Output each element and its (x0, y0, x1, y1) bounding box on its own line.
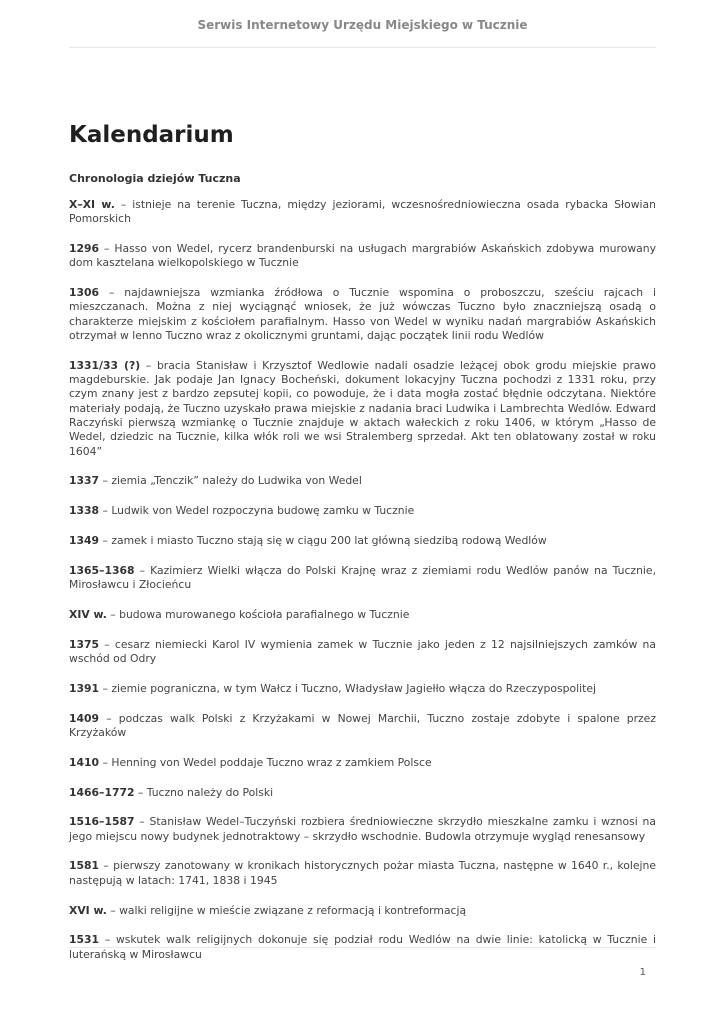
chronology-entry (69, 608, 656, 622)
entry-text: – budowa murowanego kościoła parafialnego w Tucznie (106, 607, 410, 621)
entry-date: 1296 (69, 242, 100, 256)
entry-text: – cesarz niemiecki Karol IV wymienia zamek w Tucznie jako jeden z 12 najsilniejszych zamków na wschód od Odry (69, 637, 656, 666)
chronology-entry (69, 286, 656, 343)
entry-date: 1531 (69, 933, 100, 947)
entry-text: – podczas walk Polski z Krzyżakami w Nowej Marchii, Tuczno zostaje zdobyte i spalone przez Krzyżaków (69, 711, 656, 739)
entry-text: – wskutek walk religijnych dokonuje się podział rodu Wedlów na dwie linie: katolicką w Tucznie i luterańską w Mirosławcu (69, 933, 656, 961)
entry-date: 1338 (69, 504, 100, 518)
entry-date: 1306 (69, 286, 100, 300)
chronology-entry (69, 198, 656, 227)
entry-text: – walki religijne w mieście związane z reformacją i kontreformacją (106, 903, 467, 917)
entry-text: – pierwszy zanotowany w kronikach historycznych pożar miasta Tuczna, następne w 1640 r., kolejne następują w latach: 1741, 1838 i 1945 (69, 859, 656, 887)
entry-date: 1581 (69, 859, 100, 873)
page-title: Kalendarium (69, 122, 234, 148)
chronology-entry (69, 859, 656, 888)
entry-text: – Ludwik von Wedel rozpoczyna budowę zamku w Tucznie (99, 504, 415, 518)
entry-text: – Stanisław Wedel–Tuczyński rozbiera średniowieczne skrzydło mieszkalne zamku i wznosi na jego miejscu nowy budynek jednotraktowy – skrzydło wschodnie. Budowla otrzymuje wygląd renesansowy (69, 815, 656, 843)
entry-text: – Henning von Wedel poddaje Tuczno wraz z zamkiem Polsce (99, 755, 432, 769)
entry-date: 1516–1587 (69, 815, 135, 829)
chronology-entry (69, 534, 656, 548)
entry-date: X–XI w. (69, 198, 115, 211)
entry-date: XVI w. (69, 903, 107, 917)
chronology-entry (69, 638, 656, 667)
entry-text: – ziemia „Tenczik” należy do Ludwika von Wedel (99, 474, 362, 488)
chronology-entry (69, 242, 656, 271)
chronology-entry (69, 904, 656, 918)
entry-text: – ziemie pograniczna, w tym Wałcz i Tuczno, Władysław Jagiełło włącza do Rzeczypospolitej (99, 681, 596, 695)
chronology-entry (69, 682, 656, 696)
page-header (69, 0, 656, 48)
chronology-entry (69, 815, 656, 844)
entry-date: 1331/33 (?) (69, 358, 141, 372)
entry-date: 1391 (69, 681, 100, 695)
chronology-entry (69, 359, 656, 459)
site-title: Serwis Internetowy Urzędu Miejskiego w Tucznie (197, 18, 528, 32)
entry-text: – Hasso von Wedel, rycerz brandenburski na usługach margrabiów Askańskich zdobywa murowany dom kasztelana wielkopolskiego w Tucznie (69, 242, 656, 270)
entry-date: 1409 (69, 711, 100, 725)
entry-text: – zamek i miasto Tuczno stają się w ciągu 200 lat główną siedzibą rodową Wedlów (99, 534, 547, 548)
entry-text: – bracia Stanisław i Krzysztof Wedlowie nadali osadzie leżącej obok grodu miejskie prawo magdeburskie. Jak podaje Jan Ignacy Bocheński, dokument lokacyjny Tuczna pochodzi z 1331 roku, przy czym znany jest z bardzo zepsutej kopii, co powoduje, że i data mogła zostać błędnie odczytana. Niektóre materiały podają, że Tuczno uzyskało prawa miejskie z nadania braci Ludwika i Lambrechta Wedlów. Edward Raczyński pierwszą wzmiankę o Tucznie znajduje w aktach wałeckich z roku 1406, w którym „Hasso de Wedel, dziedzic na Tucznie, kilka włók roli we wsi Stralemberg sprzedał. Akt ten oblatowany został w roku 1604” (69, 358, 656, 458)
chronology-entry (69, 564, 656, 593)
page-number: 1 (639, 967, 646, 978)
chronology-list (69, 198, 656, 962)
chronology-entry (69, 504, 656, 518)
entry-text: – Tuczno należy do Polski (134, 785, 274, 799)
entry-date: 1337 (69, 474, 100, 488)
footer-divider (69, 947, 656, 948)
entry-date: 1349 (69, 534, 100, 548)
chronology-entry (69, 712, 656, 741)
entry-text: – najdawniejsza wzmianka źródłowa o Tucznie wspomina o proboszczu, sześciu rajcach i mieszczanach. Można z niej wyciągnąć wniosek, że już wówczas Tuczno było znaczniejszą osadą o charakterze miejskim z kościołem parafialnym. Hasso von Wedel w wyniku nadań margrabiów Askańskich otrzymał w lenno Tuczno wraz z okolicznymi gruntami, dając początek linii rodu Wedlów (69, 286, 656, 343)
entry-date: XIV w. (69, 607, 107, 621)
document-content (69, 118, 656, 977)
chronology-entry (69, 786, 656, 800)
entry-date: 1375 (69, 637, 100, 651)
entry-date: 1466–1772 (69, 785, 135, 799)
chronology-entry (69, 474, 656, 488)
entry-date: 1365–1368 (69, 563, 135, 577)
entry-text: – Kazimierz Wielki włącza do Polski Krajnę wraz z ziemiami rodu Wedlów panów na Tucznie, Mirosławcu i Złocieńcu (69, 563, 656, 592)
entry-date: 1410 (69, 755, 100, 769)
page-subtitle: Chronologia dziejów Tuczna (69, 172, 241, 185)
chronology-entry (69, 756, 656, 770)
entry-text: – istnieje na terenie Tuczna, między jeziorami, wczesnośredniowieczna osada rybacka Słowian Pomorskich (69, 198, 656, 226)
